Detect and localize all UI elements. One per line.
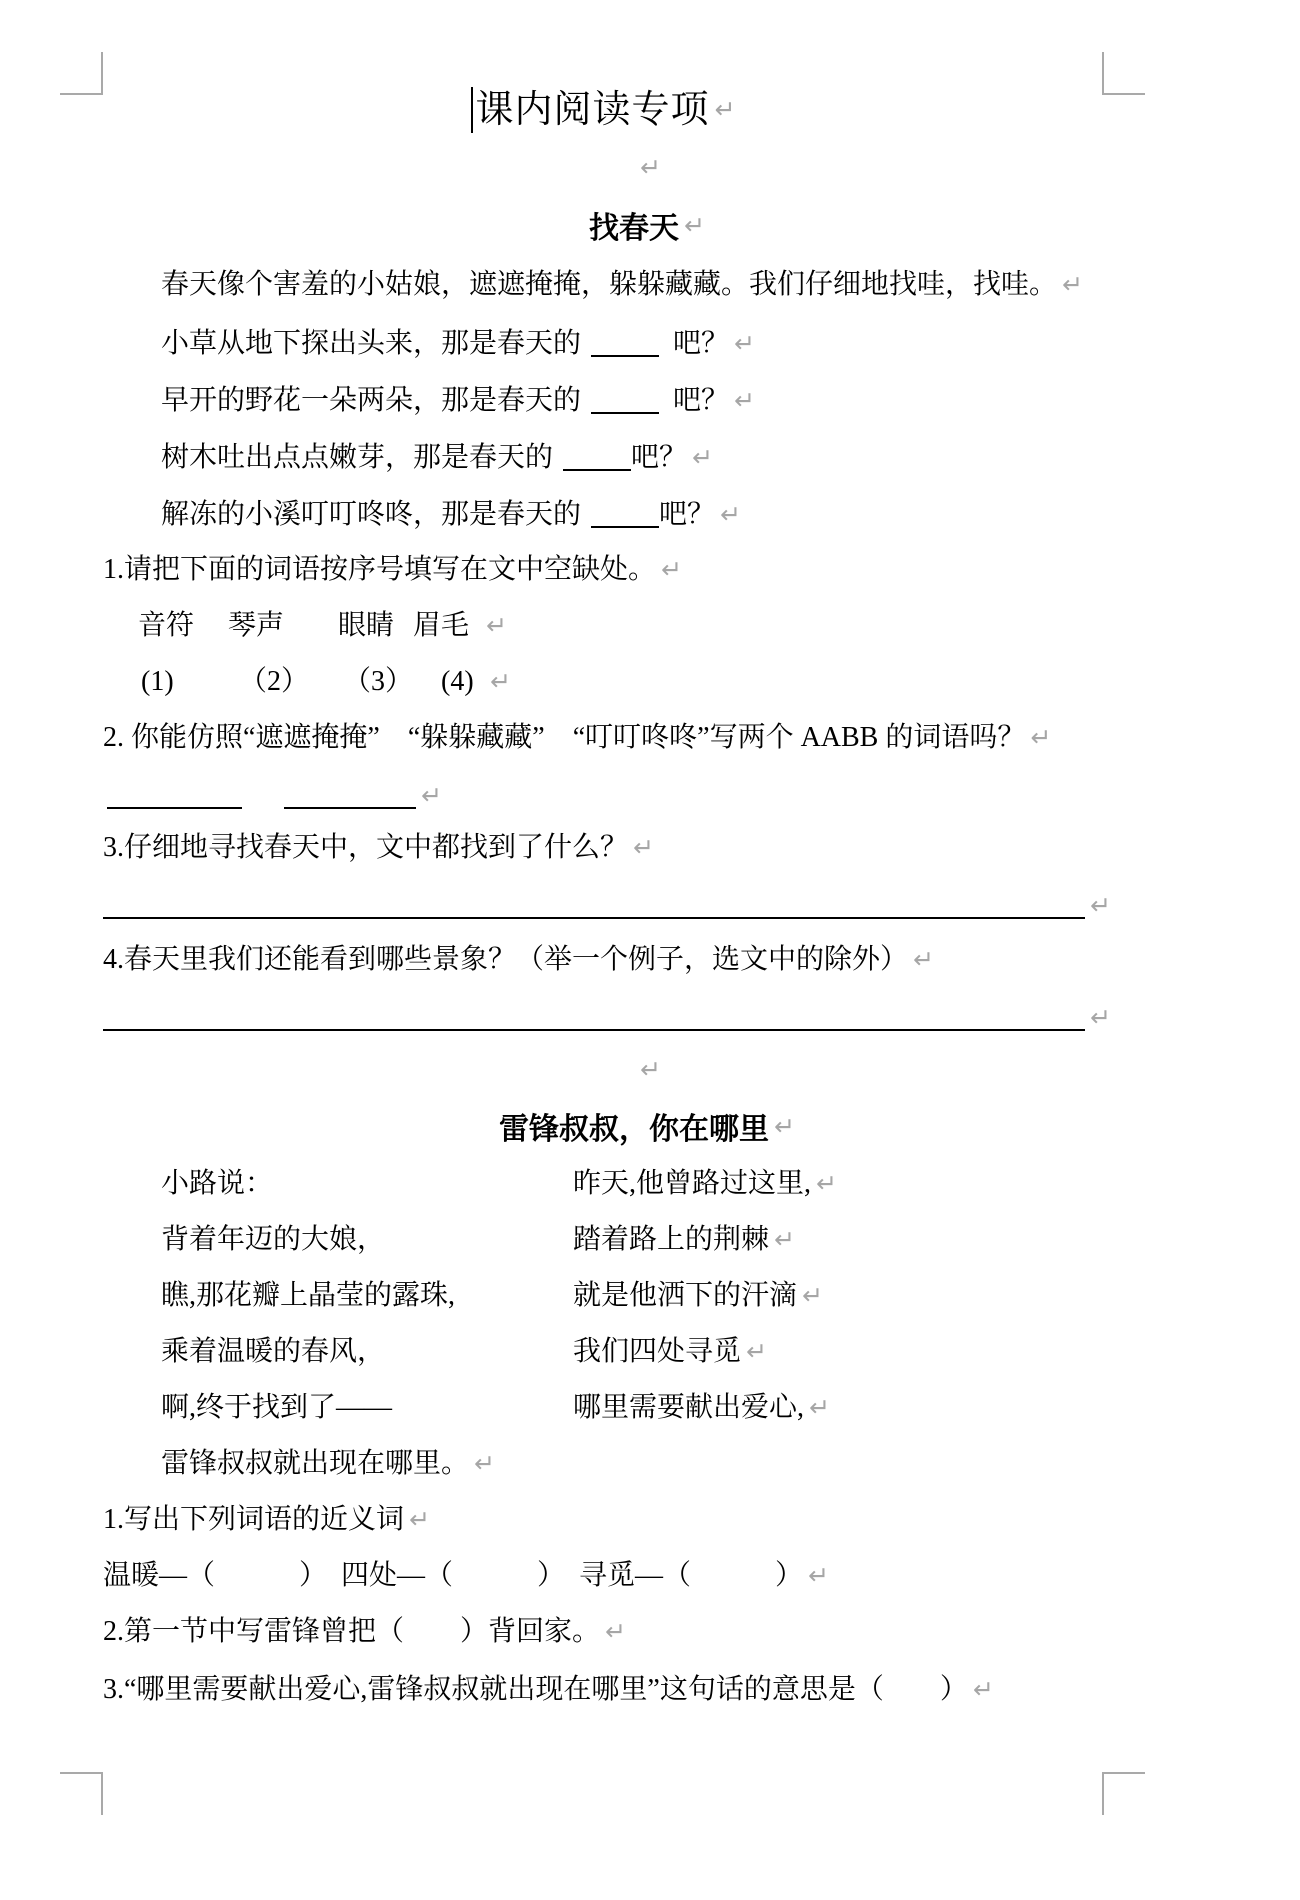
section1-heading-row bbox=[147, 194, 1147, 256]
poem-left-text: 乘着温暖的春风， bbox=[161, 1336, 386, 1367]
poem-right-text: 哪里需要献出爱心, bbox=[573, 1392, 805, 1423]
poem-left-text: 啊,终于找到了—— bbox=[161, 1392, 393, 1423]
poem-left-text: 瞧,那花瓣上晶莹的露珠, bbox=[161, 1280, 456, 1311]
section2-question2 bbox=[103, 1604, 1103, 1660]
paragraph-mark-icon: ↵ bbox=[816, 1169, 837, 1198]
paragraph-mark-icon: ↵ bbox=[640, 153, 661, 182]
paragraph-mark-icon: ↵ bbox=[746, 1337, 767, 1366]
word-bank-item: 眼睛 bbox=[338, 610, 395, 641]
empty-paragraph bbox=[148, 1044, 1148, 1096]
paragraph-mark-icon: ↵ bbox=[421, 781, 442, 810]
section2-question3 bbox=[103, 1660, 1103, 1720]
paragraph-mark-icon: ↵ bbox=[633, 833, 654, 862]
fill-line-text: 解冻的小溪叮叮咚咚，那是春天的 bbox=[161, 499, 582, 530]
empty-paragraph bbox=[148, 142, 1148, 194]
fill-line-text: 树木吐出点点嫩芽，那是春天的 bbox=[161, 442, 554, 473]
answer-blank bbox=[107, 771, 242, 809]
question-text: 3.仔细地寻找春天中，文中都找到了什么？ bbox=[103, 832, 629, 863]
paragraph-mark-icon: ↵ bbox=[734, 386, 755, 415]
section1-question2 bbox=[103, 710, 1103, 766]
word-bank-number: （3） bbox=[343, 666, 414, 697]
paragraph-mark-icon: ↵ bbox=[774, 1111, 795, 1141]
poem-line bbox=[103, 1324, 1103, 1380]
paragraph-mark-icon: ↵ bbox=[409, 1505, 430, 1534]
poem-right-text: 昨天,他曾路过这里, bbox=[573, 1168, 812, 1199]
fill-line-text: 小草从地下探出头来，那是春天的 bbox=[161, 328, 582, 359]
answer-blank bbox=[591, 376, 659, 414]
paragraph-mark-icon: ↵ bbox=[734, 329, 755, 358]
poem-left-text: 小路说： bbox=[161, 1168, 274, 1199]
word-bank-number: (1) bbox=[141, 666, 174, 697]
crop-mark-bottom-left-icon bbox=[60, 1772, 103, 1815]
poem-line bbox=[103, 1156, 1103, 1212]
paragraph-mark-icon: ↵ bbox=[802, 1281, 823, 1310]
answer-line-row bbox=[103, 988, 1111, 1044]
answer-blank bbox=[591, 319, 659, 357]
poem-right-text: 就是他洒下的汗滴 bbox=[573, 1280, 798, 1311]
crop-mark-bottom-right-icon bbox=[1102, 1772, 1145, 1815]
paragraph-mark-icon: ↵ bbox=[774, 1225, 795, 1254]
fill-line bbox=[103, 314, 1103, 371]
paragraph-mark-icon: ↵ bbox=[714, 95, 736, 124]
fill-line-text: 吧？ bbox=[673, 385, 730, 416]
paragraph-mark-icon: ↵ bbox=[1062, 270, 1083, 299]
document-content bbox=[103, 78, 1111, 1720]
poem-line bbox=[103, 1268, 1103, 1324]
paragraph-mark-icon: ↵ bbox=[490, 667, 511, 696]
word-bank-item: 眉毛 bbox=[413, 610, 470, 641]
paragraph-mark-icon: ↵ bbox=[640, 1055, 661, 1084]
fill-line bbox=[103, 371, 1103, 428]
question-text: 2.第一节中写雷锋曾把（ ）背回家。 bbox=[103, 1616, 601, 1647]
paragraph-mark-icon: ↵ bbox=[720, 500, 741, 529]
paragraph-mark-icon: ↵ bbox=[808, 1561, 829, 1590]
fill-line-text: 早开的野花一朵两朵，那是春天的 bbox=[161, 385, 582, 416]
section1-question1 bbox=[103, 542, 1103, 598]
paragraph-mark-icon: ↵ bbox=[1090, 1003, 1111, 1032]
section2-question1 bbox=[103, 1492, 1103, 1548]
text-cursor bbox=[471, 87, 473, 133]
section1-question3 bbox=[103, 820, 1103, 876]
question-text: 1.写出下列词语的近义词 bbox=[103, 1504, 405, 1535]
paragraph-mark-icon: ↵ bbox=[605, 1617, 626, 1646]
poem-left-text: 背着年迈的大娘， bbox=[161, 1224, 386, 1255]
paragraph-mark-icon: ↵ bbox=[684, 210, 705, 240]
paragraph-mark-icon: ↵ bbox=[1090, 891, 1111, 920]
question-text: 1.请把下面的词语按序号填写在文中空缺处。 bbox=[103, 554, 657, 585]
paragraph-mark-icon: ↵ bbox=[486, 611, 507, 640]
answer-line bbox=[103, 881, 1085, 919]
word-bank-item: 琴声 bbox=[228, 610, 285, 641]
poem-right-text: 踏着路上的荆棘 bbox=[573, 1224, 770, 1255]
word-bank-item: 音符 bbox=[138, 610, 195, 641]
paragraph-mark-icon: ↵ bbox=[474, 1449, 495, 1478]
question-text: 4.春天里我们还能看到哪些景象？（举一个例子，选文中的除外） bbox=[103, 944, 909, 975]
synonyms-text: 温暖—（ ） 四处—（ ） 寻觅—（ ） bbox=[103, 1560, 804, 1591]
section1-intro bbox=[103, 256, 1103, 314]
title-row bbox=[103, 78, 1103, 142]
paragraph-mark-icon: ↵ bbox=[809, 1393, 830, 1422]
page-title: 课内阅读专项 bbox=[475, 89, 710, 131]
poem-line bbox=[103, 1380, 1103, 1436]
fill-line-text: 吧？ bbox=[673, 328, 730, 359]
section2-heading-row bbox=[147, 1096, 1147, 1156]
question-text: 3.“哪里需要献出爱心,雷锋叔叔就出现在哪里”这句话的意思是（ ） bbox=[103, 1674, 968, 1705]
answer-blank bbox=[591, 490, 659, 528]
poem-line bbox=[103, 1436, 1103, 1492]
poem-line bbox=[103, 1212, 1103, 1268]
paragraph-mark-icon: ↵ bbox=[661, 555, 682, 584]
poem-right-text: 我们四处寻觅 bbox=[573, 1336, 742, 1367]
fill-line bbox=[103, 428, 1103, 485]
aabb-answer-row bbox=[103, 766, 1103, 820]
answer-blank bbox=[284, 771, 416, 809]
fill-line-text: 吧？ bbox=[659, 499, 716, 530]
section2-heading: 雷锋叔叔，你在哪里 bbox=[499, 1113, 770, 1146]
answer-line bbox=[103, 993, 1085, 1031]
word-bank-numbers-row bbox=[103, 654, 1103, 710]
word-bank-number: （2） bbox=[239, 666, 310, 697]
section1-heading: 找春天 bbox=[589, 212, 680, 245]
paragraph-mark-icon: ↵ bbox=[692, 443, 713, 472]
answer-blank bbox=[563, 433, 631, 471]
question-text: 2. 你能仿照“遮遮掩掩” “躲躲藏藏” “叮叮咚咚”写两个 AABB 的词语吗？ bbox=[103, 722, 1026, 753]
crop-mark-top-right-icon bbox=[1102, 52, 1145, 95]
crop-mark-top-left-icon bbox=[60, 52, 103, 95]
word-bank-row bbox=[103, 598, 1103, 654]
fill-line bbox=[103, 485, 1103, 542]
word-bank-number: (4) bbox=[441, 666, 474, 697]
intro-text: 春天像个害羞的小姑娘，遮遮掩掩，躲躲藏藏。我们仔细地找哇，找哇。 bbox=[161, 269, 1058, 300]
poem-left-text: 雷锋叔叔就出现在哪里。 bbox=[161, 1448, 470, 1479]
fill-line-text: 吧？ bbox=[631, 442, 688, 473]
answer-line-row bbox=[103, 876, 1111, 932]
paragraph-mark-icon: ↵ bbox=[913, 945, 934, 974]
paragraph-mark-icon: ↵ bbox=[972, 1675, 994, 1704]
paragraph-mark-icon: ↵ bbox=[1030, 723, 1052, 752]
synonyms-row bbox=[103, 1548, 1103, 1604]
section1-question4 bbox=[103, 932, 1103, 988]
